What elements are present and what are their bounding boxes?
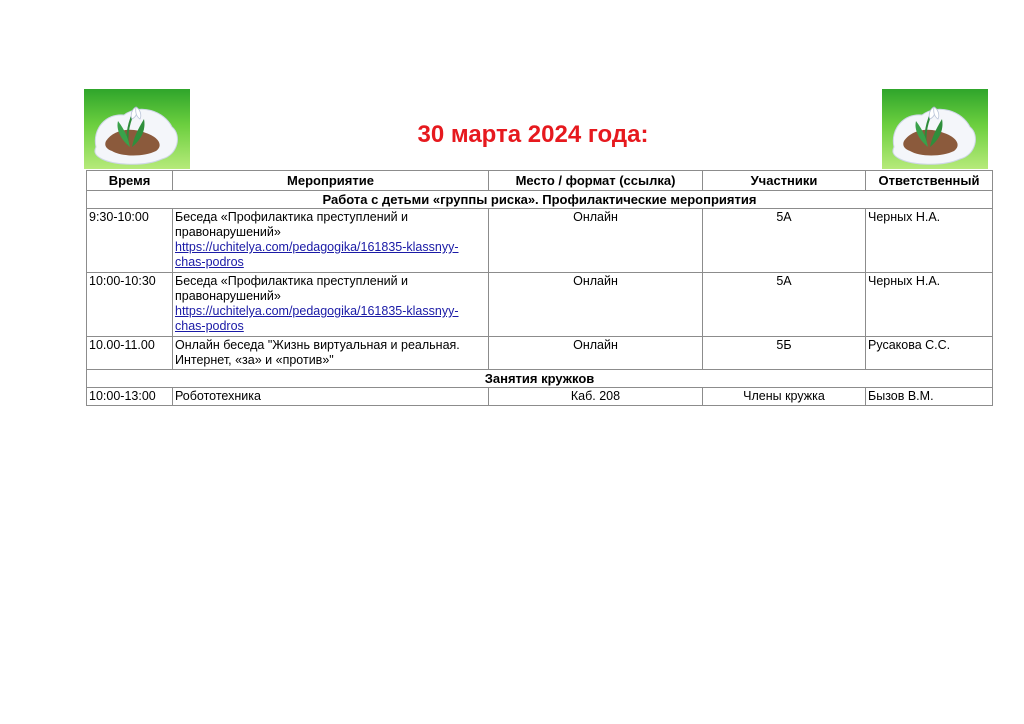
cell-participants: 5А [703, 209, 866, 273]
cell-responsible: Бызов В.М. [866, 388, 993, 406]
table-row [87, 209, 993, 273]
section-title: Работа с детьми «группы риска». Профилактические мероприятия [87, 191, 993, 209]
event-text: Беседа «Профилактика преступлений и правонарушений» [175, 210, 409, 239]
header-place: Место / формат (ссылка) [489, 171, 703, 191]
cell-time: 10:00-10:30 [87, 273, 173, 337]
header-event: Мероприятие [173, 171, 489, 191]
cell-place: Онлайн [489, 337, 703, 370]
event-text: Беседа «Профилактика преступлений и правонарушений» [175, 274, 409, 303]
event-link[interactable]: https://uchitelya.com/pedagogika/161835-klassnyy-chas-podros [175, 240, 459, 269]
section-title: Занятия кружков [87, 370, 993, 388]
header-participants: Участники [703, 171, 866, 191]
document-title: 30 марта 2024 года: [417, 121, 649, 148]
cell-event [173, 273, 489, 337]
cell-responsible: Черных Н.А. [866, 209, 993, 273]
section-header-row [87, 370, 993, 388]
table-row [87, 337, 993, 370]
cell-place: Онлайн [489, 273, 703, 337]
header-time: Время [87, 171, 173, 191]
cell-responsible: Русакова С.С. [866, 337, 993, 370]
event-link[interactable]: https://uchitelya.com/pedagogika/161835-klassnyy-chas-podros [175, 304, 459, 333]
cell-event: Онлайн беседа "Жизнь виртуальная и реальная. Интернет, «за» и «против»" [173, 337, 489, 370]
table-row [87, 273, 993, 337]
cell-time: 9:30-10:00 [87, 209, 173, 273]
cell-place: Онлайн [489, 209, 703, 273]
schedule-table [86, 170, 993, 406]
cell-participants: Члены кружка [703, 388, 866, 406]
table-row [87, 388, 993, 406]
cell-event [173, 209, 489, 273]
cell-responsible: Черных Н.А. [866, 273, 993, 337]
cell-participants: 5А [703, 273, 866, 337]
cell-place: Каб. 208 [489, 388, 703, 406]
cell-event: Робототехника [173, 388, 489, 406]
section-header-row [87, 191, 993, 209]
cell-participants: 5Б [703, 337, 866, 370]
cell-time: 10:00-13:00 [87, 388, 173, 406]
cell-time: 10.00-11.00 [87, 337, 173, 370]
table-header-row [87, 171, 993, 191]
header-responsible: Ответственный [866, 171, 993, 191]
